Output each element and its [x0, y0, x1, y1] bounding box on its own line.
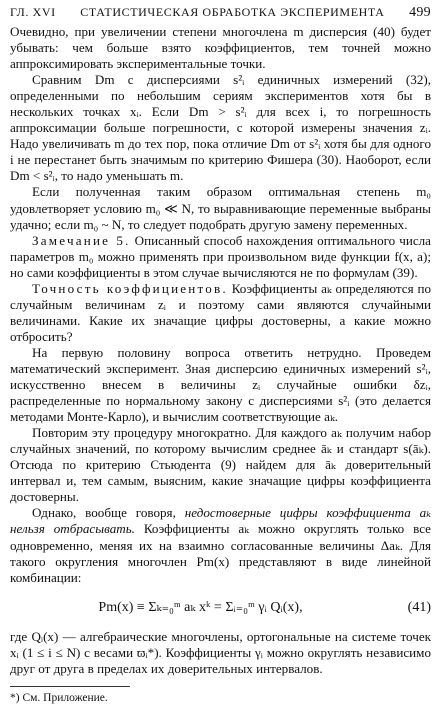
section-heading-accuracy: Точность коэффициентов. — [32, 280, 228, 296]
paragraph-8 — [10, 505, 431, 585]
equation-body: Pm(x) ≡ Σₖ₌₀ᵐ aₖ xᵏ = Σᵢ₌₀ᵐ γᵢ Qᵢ(x), — [98, 599, 303, 615]
p8-emphasis: недостоверные цифры коэффициента aₖ нельзя отбрасывать. — [10, 505, 431, 537]
paragraph-6: На первую половину вопроса ответить нетрудно. Проведем математический эксперимент. Зная дисперсию единичных измерений s²ᵢ, искусственно внесем в величины zᵢ случайные ошибки δzᵢ, распределенные по нормальному закону с дисперсиями s²ᵢ (это делается методами Монте-Карло), и вычислим соответствующие aₖ. — [10, 344, 431, 425]
running-title: СТАТИСТИЧЕСКАЯ ОБРАБОТКА ЭКСПЕРИМЕНТА — [80, 5, 385, 19]
p8-rest: Коэффициенты aₖ можно округлять только все одновременно, меняя их на взаимно согласованные величины Δaₖ. Для такого округления многочлен Pm(x) представляют в виде линейной комбинации: — [10, 521, 431, 585]
paragraph-3: Если полученная таким образом оптимальная степень m₀ удовлетворяет условию m₀ ≪ N, то выравнивающие переменные выбраны удачно; если m₀ ~ N, то следует подобрать другую замену переменных. — [10, 184, 431, 232]
chapter-label: ГЛ. XVI — [10, 5, 56, 19]
remark-label: Замечание 5. — [32, 232, 131, 248]
paragraph-7: Повторим эту процедуру многократно. Для каждого aₖ получим набор случайных значений, по которому вычислим среднее āₖ и стандарт s(āₖ). Отсюда по критерию Стьюдента (9) найдем для āₖ доверительный интервал и, тем самым, выясним, какие значащие цифры коэффициента достоверны. — [10, 425, 431, 505]
page-number: 499 — [409, 5, 431, 20]
p8-start: Однако, вообще говоря, — [32, 505, 176, 521]
equation-41 — [10, 589, 431, 627]
paragraph-2: Сравним Dm с дисперсиями s²ᵢ единичных измерений (32), определенными по небольшим сериям экспериментов хотя бы в нескольких точках xᵢ. Если Dm > s²ᵢ для всех i, то погрешность аппроксимации больше погрешности, с которой измерены значения zᵢ. Надо увеличивать m до тех пор, пока отличие Dm от s²ᵢ хотя бы для одного i не перестанет быть значимым по критерию Фишера (30). Наоборот, если Dm < s²ᵢ, то надо уменьшать m. — [10, 72, 431, 184]
remark-text: Описанный способ нахождения оптимального числа параметров m₀ можно применять при произвольном виде функции f(x, a); но сами коэффициенты в этом случае вычисляются не по формулам (39). — [10, 232, 431, 280]
accuracy-text: Коэффициенты aₖ определяются по случайным величинам zᵢ и поэтому сами являются случайными величинами. Какие их значащие цифры достоверны, а какие можно отбросить? — [10, 280, 432, 344]
footnote: *) См. Приложение. — [10, 691, 108, 704]
paragraph-accuracy — [10, 281, 431, 345]
equation-number: (41) — [407, 599, 431, 615]
running-header — [10, 4, 431, 24]
paragraph-9: где Qᵢ(x) — алгебраические многочлены, ортогональные на системе точек xᵢ (1 ≤ i ≤ N) с весами ϖᵢ*). Коэффициенты γᵢ можно округлять независимо друг от друга в пределах их доверительных интервалов. — [10, 628, 431, 676]
paragraph-1: Очевидно, при увеличении степени многочлена m дисперсия (40) будет убывать: чем больше взято коэффициентов, тем точней можно аппроксимировать экспериментальные точки. — [10, 24, 431, 72]
footnote-divider — [10, 686, 130, 687]
paragraph-remark-5 — [10, 233, 431, 281]
